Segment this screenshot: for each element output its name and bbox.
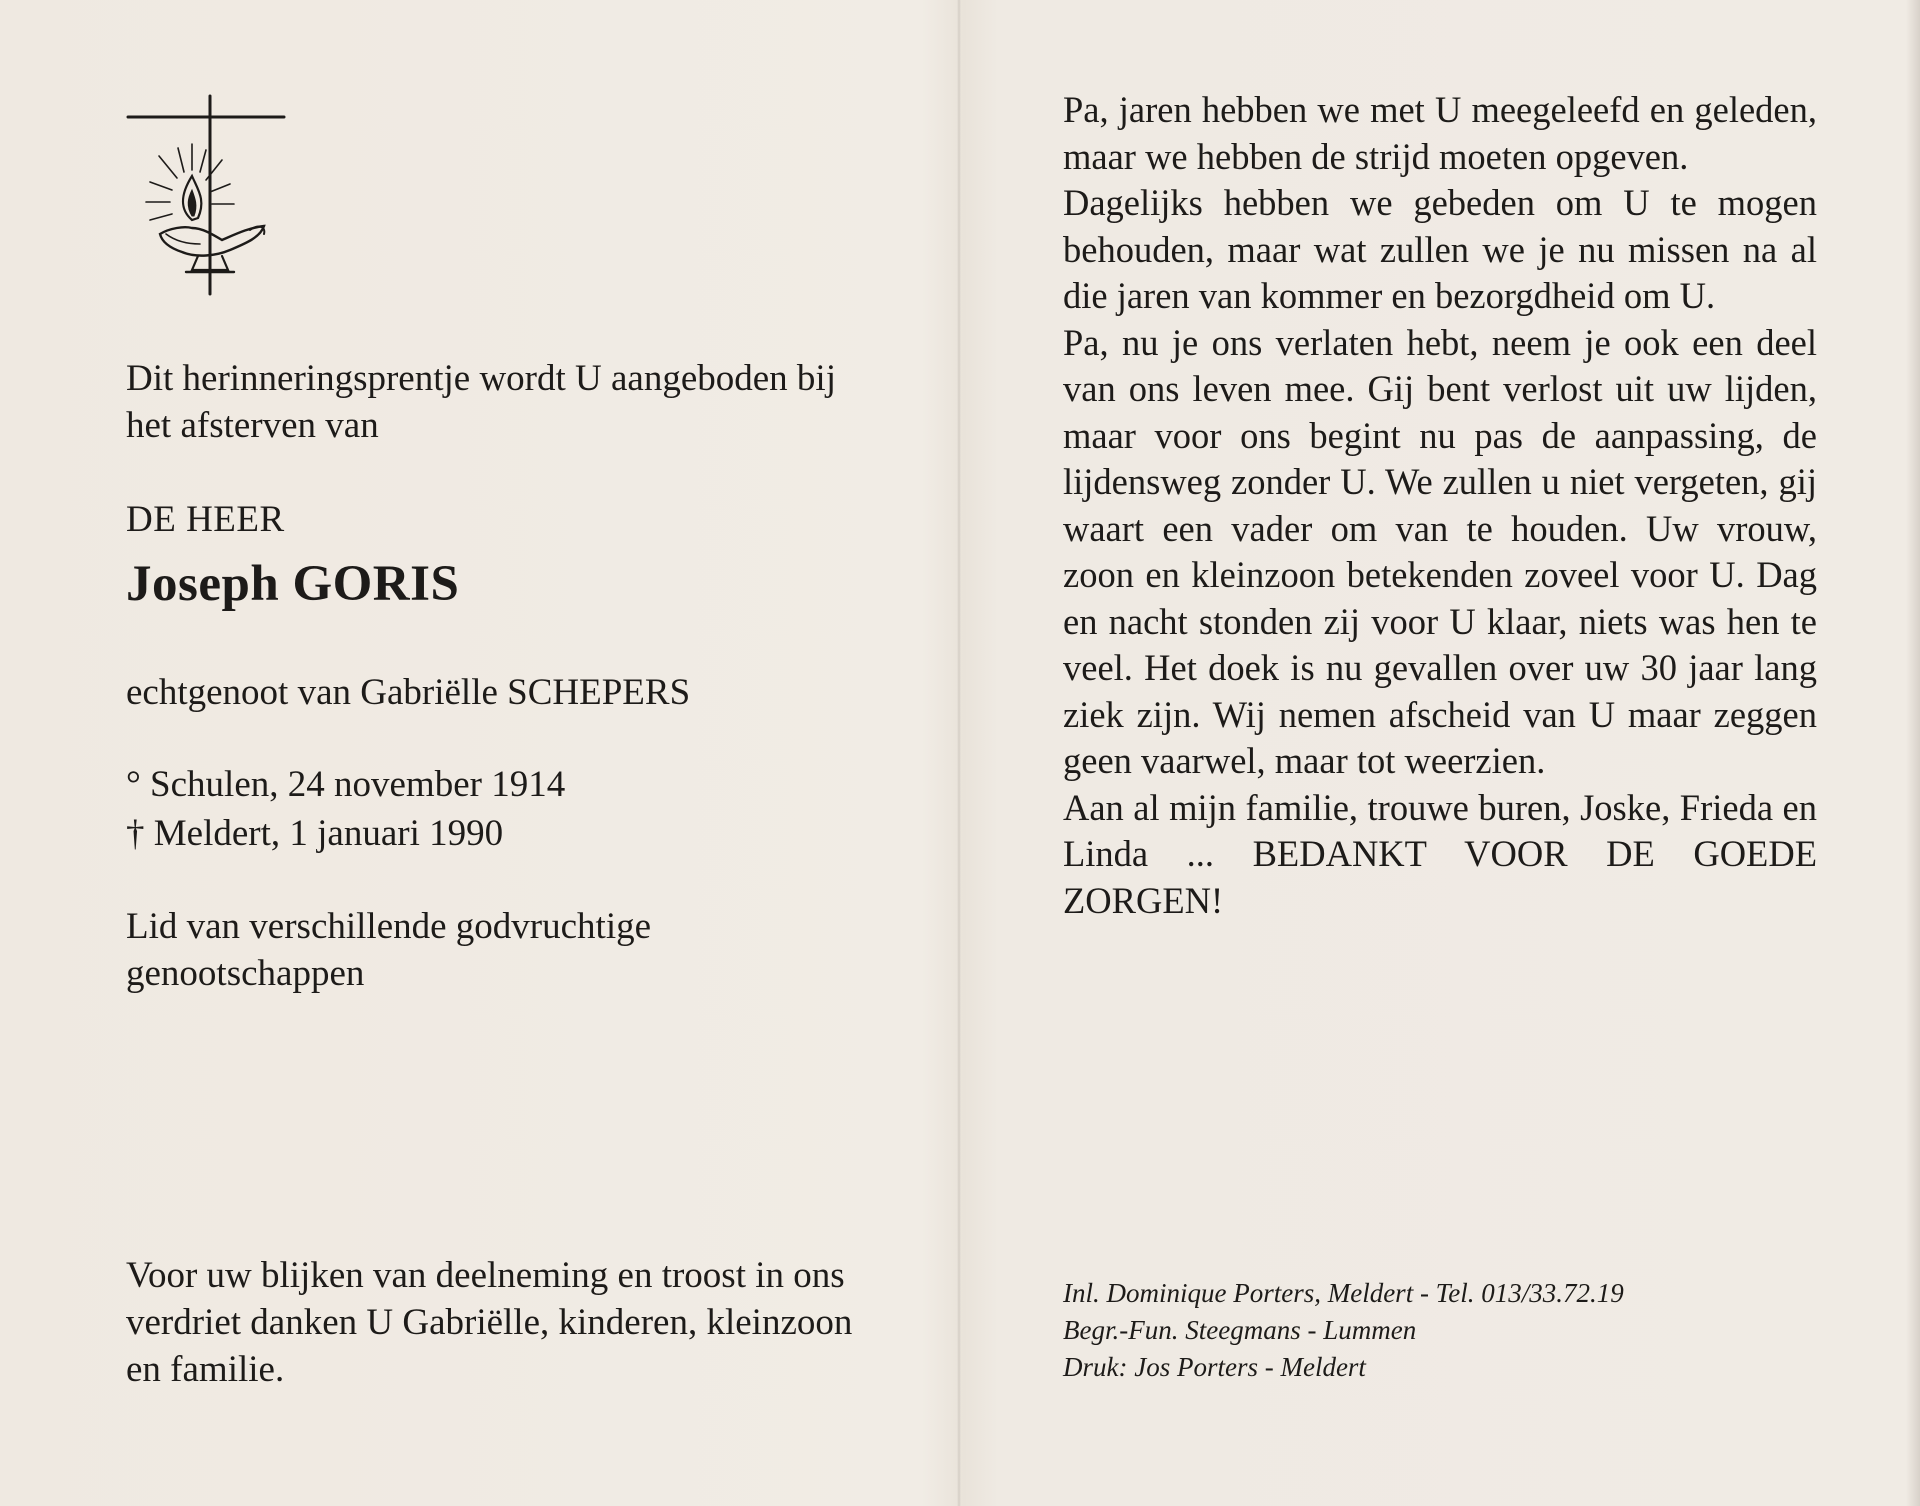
honorific-title: DE HEER (126, 499, 285, 540)
cross-oil-lamp-icon (126, 94, 286, 300)
birth-line: ° Schulen, 24 november 1914 (126, 764, 566, 805)
deceased-name: Joseph GORIS (126, 556, 460, 612)
card-edge-shadow (1906, 0, 1920, 1506)
membership-text: Lid van verschillende godvruchtige genootschappen (126, 906, 652, 994)
poem-text (1063, 87, 1817, 924)
credit-line: Druk: Jos Porters - Meldert (1063, 1352, 1366, 1382)
credit-line: Begr.-Fun. Steegmans - Lummen (1063, 1315, 1417, 1345)
poem-paragraph: Pa, jaren hebben we met U meegeleefd en geleden, maar we hebben de strijd moeten opgeven. (1063, 89, 1817, 177)
death-line: † Meldert, 1 januari 1990 (126, 813, 504, 854)
poem-paragraph: Dagelijks hebben we gebeden om U te mogen behouden, maar wat zullen we je nu missen na al die jaren van kommer en bezorgdheid om U. (1063, 182, 1817, 316)
thanks-text: Voor uw blijken van deelneming en troost in ons verdriet danken U Gabriëlle, kinderen, kleinzoon en familie. (126, 1255, 853, 1390)
poem-paragraph: Pa, nu je ons verlaten hebt, neem je ook een deel van ons leven mee. Gij bent verlost uit uw lijden, maar voor ons begint nu pas de aanpassing, de lijdensweg zonder U. We zullen u niet vergeten, gij waart een vader om van te houden. Uw vrouw, zoon en kleinzoon betekenden zoveel voor U. Dag en nacht stonden zij voor U klaar, niets was hen te veel. Het doek is nu gevallen over uw 30 jaar lang ziek zijn. Wij nemen afscheid van U maar zeggen geen vaarwel, maar tot weerzien. (1063, 321, 1817, 781)
poem-paragraph: Aan al mijn familie, trouwe buren, Joske, Frieda en Linda ... BEDANKT VOOR DE GOEDE ZORGEN! (1063, 786, 1817, 921)
credits-block (1063, 1275, 1823, 1386)
credit-line: Inl. Dominique Porters, Meldert - Tel. 013/33.72.19 (1063, 1278, 1624, 1308)
card-fold (957, 0, 961, 1506)
spouse-line: echtgenoot van Gabriëlle SCHEPERS (126, 672, 691, 713)
intro-text: Dit herinneringsprentje wordt U aangeboden bij het afsterven van (126, 358, 836, 446)
